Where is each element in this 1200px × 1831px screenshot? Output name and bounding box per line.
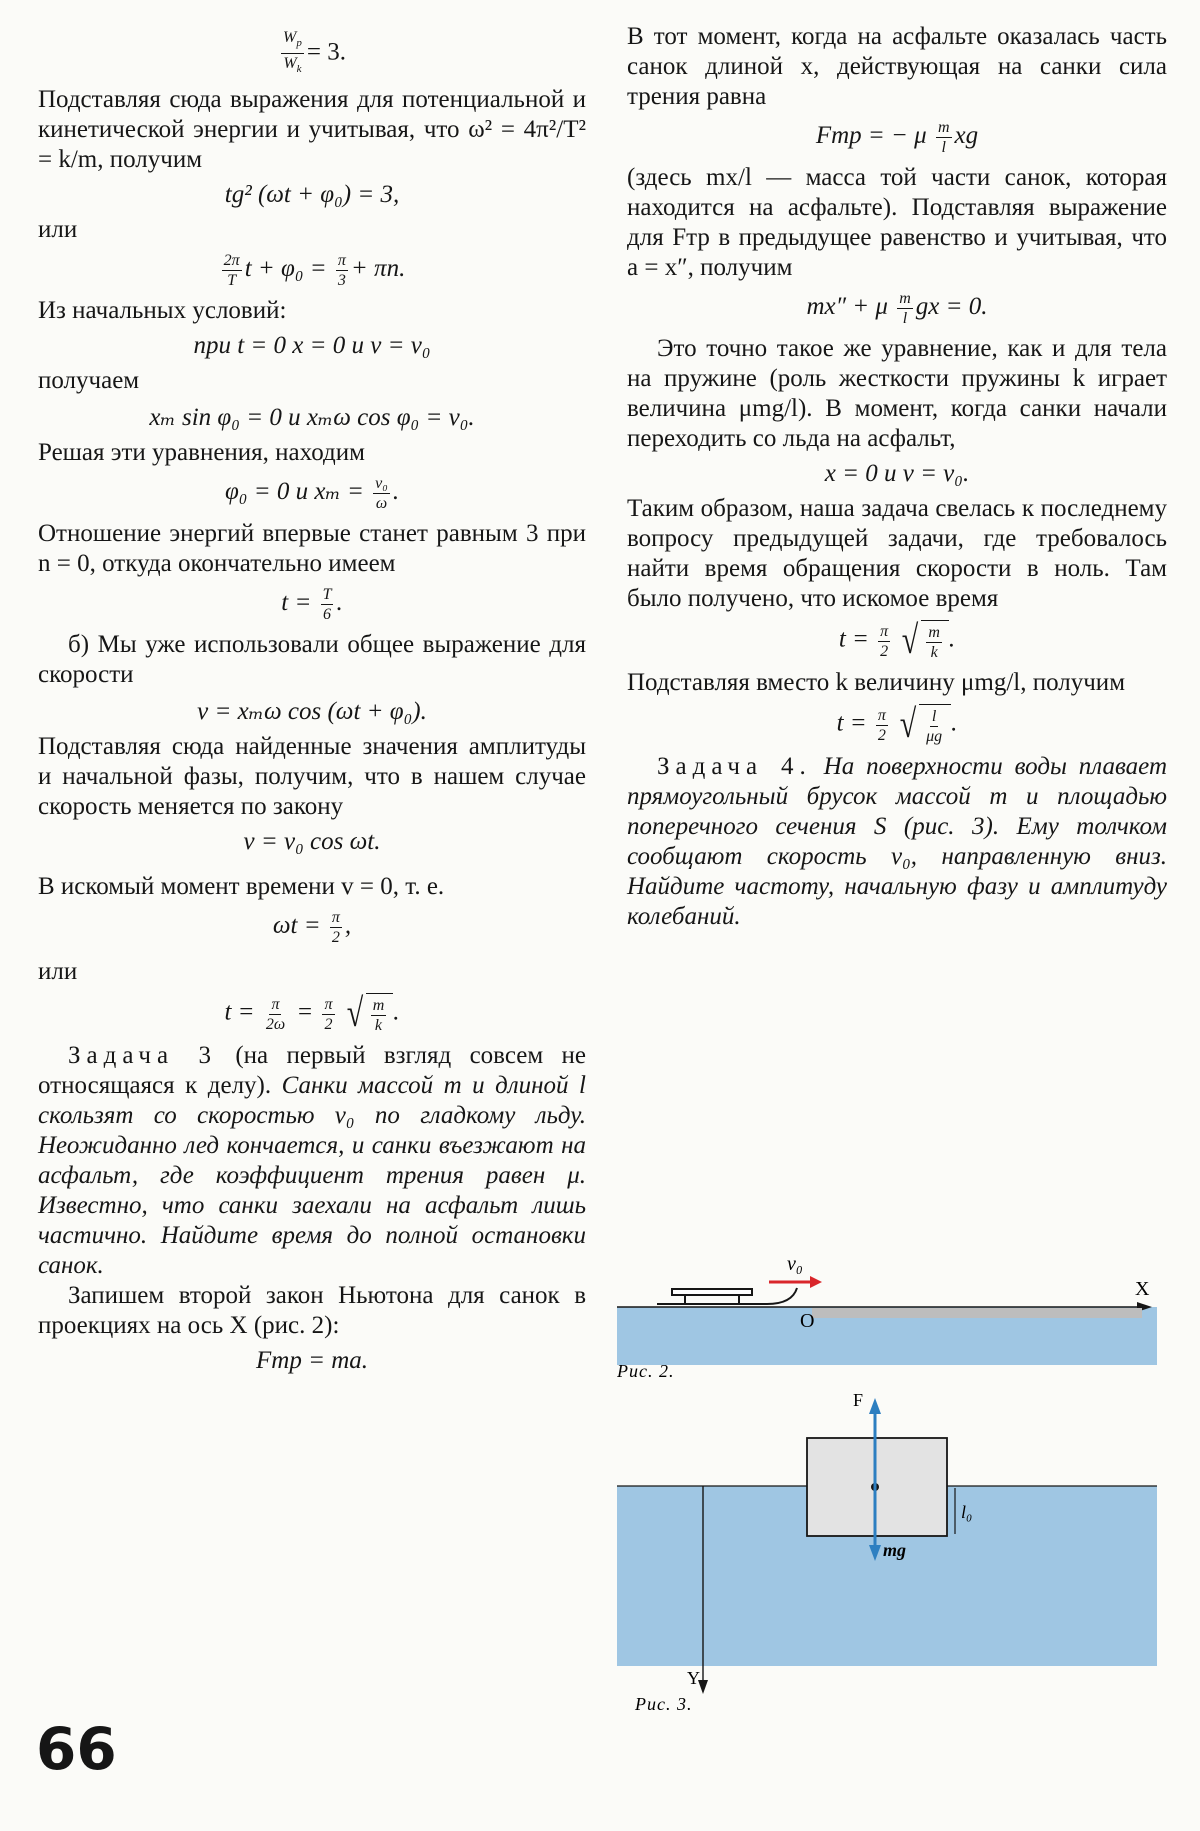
formula-friction: Fтр = − μ $\frac{m}{l}$ xg [815, 119, 979, 156]
paragraph-energy-ratio: Отношение энергий впервые станет равным 3 при n = 0, откуда окончательно имеем [38, 520, 586, 578]
sled-icon [657, 1288, 797, 1304]
formula-xm: xₘ sin φ₀ = 0 и xₘω cos φ₀ = v₀. [149, 404, 475, 432]
formula-tg: tg² (ωt + φ₀) = 3, [224, 181, 400, 209]
asphalt-grain [812, 1308, 1142, 1318]
formula-initial: при t = 0 x = 0 и v = v₀ [193, 332, 431, 360]
right-column [617, 22, 1168, 1714]
velocity-arrowhead [810, 1276, 822, 1288]
word-ili: или [38, 216, 78, 244]
caption-fig3: Рис. 3. [635, 1694, 693, 1714]
paragraph-reduced: Таким образом, наша задача свелась к последнему вопросу предыдущей задачи, где требовалось найти время обращения скорости в ноль. Там было получено, что искомое время [627, 495, 1167, 612]
paragraph-initial-conditions: Из начальных условий: [38, 297, 287, 325]
paragraph-moment: В искомый момент времени v = 0, т. е. [38, 873, 445, 901]
problem-4 [627, 752, 1167, 932]
formula-equation: mx″ + μ $\frac{m}{l}$ gx = 0. [806, 290, 988, 327]
formula-x0: x = 0 и v = v₀. [824, 460, 970, 487]
paragraph-substitute-k: Подставляя вместо k величину μmg/l, получим [627, 669, 1126, 696]
paragraph-mass-part: (здесь mx/l — масса той части санок, которая находится на асфальте). Подставляя выражение для Fтр в предыдущее равенство и учитывая, что a = x″, получим [627, 164, 1167, 281]
paragraph-friction: В тот момент, когда на асфальте оказалась часть санок длиной x, действующая на санки сила трения равна [627, 23, 1167, 110]
force-f-arrowhead [869, 1398, 881, 1414]
paragraph-solving: Решая эти уравнения, находим [38, 439, 365, 467]
problem-4-title: Задача 4. [657, 753, 812, 780]
label-l0: l₀ [961, 1502, 973, 1522]
formula-t-sixth: t = $\frac{T}{6}$ . [281, 586, 343, 624]
problem-3-text: Санки массой m и длиной l скользят со скоростью v₀ по гладкому льду. Неожиданно лед кончается, и санки въезжают на асфальт, где коэффициент трения равен μ. Известно, что санки заехали на асфальт лишь частично. Найдите время до полной остановки санок. [38, 1072, 586, 1280]
problem-4-text: На поверхности воды плавает прямоугольный брусок массой m и площадью поперечного сечения S (рис. 3). Ему толчком сообщают скорость v₀, направленную вниз. Найдите частоту, начальную фазу и амплитуду колебаний. [627, 753, 1168, 930]
formula-wt: ωt = $\frac{\pi}{2}$ , [272, 909, 352, 947]
page-number: 66 [36, 1715, 117, 1783]
formula-t-mk: t = $\frac{\pi}{2}$ √ $\frac{m}{k}$ . [838, 617, 956, 662]
label-x: X [1135, 1278, 1150, 1300]
paragraph-substitute-energy: Подставляя сюда выражения для потенциальной и кинетической энергии и учитывая, что ω² = 4π²/T² = k/m, получим [38, 86, 586, 174]
formula-t-lmug: t = $\frac{\pi}{2}$ √ $\frac{l}{\mu g}$ . [836, 701, 958, 746]
formula-phi0: φ₀ = 0 и xₘ = $\frac{\text{v₀}}{\omega}$ . [224, 475, 400, 513]
word-ili-2: или [38, 958, 78, 986]
problem-3-title: Задача 3 [68, 1042, 217, 1070]
label-v0: v₀ [787, 1253, 803, 1275]
label-f: F [853, 1390, 864, 1410]
paragraph-spring: Это точно такое же уравнение, как и для тела на пружине (роль жесткости пружины k играет величина μmg/l). В момент, когда санки начали переходить со льда на асфальт, [627, 335, 1167, 452]
paragraph-velocity-law: Подставляя сюда найденные значения амплитуды и начальной фазы, получим, что в нашем случае скорость меняется по закону [38, 733, 586, 821]
word-poluchaem: получаем [38, 367, 140, 395]
figure-2 [617, 1240, 1157, 1380]
label-mg: mg [883, 1540, 907, 1560]
label-y: Y [687, 1668, 700, 1688]
formula-t-final: t = $\frac{\pi}{2\omega}$ = $\frac{\pi}{2}$ √ $\frac{m}{k}$ . [224, 990, 400, 1036]
paragraph-newton: Запишем второй закон Ньютона для санок в проекциях на ось X (рис. 2): [38, 1282, 586, 1340]
sqrt-m-k: √ $\frac{m}{k}$ [344, 993, 394, 1035]
formula-velocity: v = xₘω cos (ωt + φ₀). [197, 698, 427, 726]
formula-v-cos: v = v₀ cos ωt. [243, 828, 381, 856]
figure-3 [617, 1384, 1157, 1714]
formula-energy-ratio: $\frac{W_p}{W_k}$ = 3. [283, 29, 346, 76]
paragraph-part-b: б) Мы уже использовали общее выражение для скорости [38, 631, 586, 689]
problem-3: Задача 3 (на первый взгляд совсем не относящаяся к делу). Санки массой m и длиной l скользят со скоростью v₀ по гладкому льду. Неожиданно лед кончается, и санки въезжают на асфальт, где коэффициент трения равен μ. Известно, что санки заехали на асфальт лишь частично. Найдите время до полной остановки санок. [38, 1042, 586, 1280]
label-o: O [800, 1310, 815, 1332]
formula-phase: $\frac{2\pi}{T}$ t + φ₀ = $\frac{\pi}{3}$ + πn. [223, 252, 406, 290]
left-column [38, 22, 586, 1381]
caption-fig2: Рис. 2. [617, 1361, 675, 1380]
formula-newton: Fтр = ma. [256, 1347, 368, 1375]
